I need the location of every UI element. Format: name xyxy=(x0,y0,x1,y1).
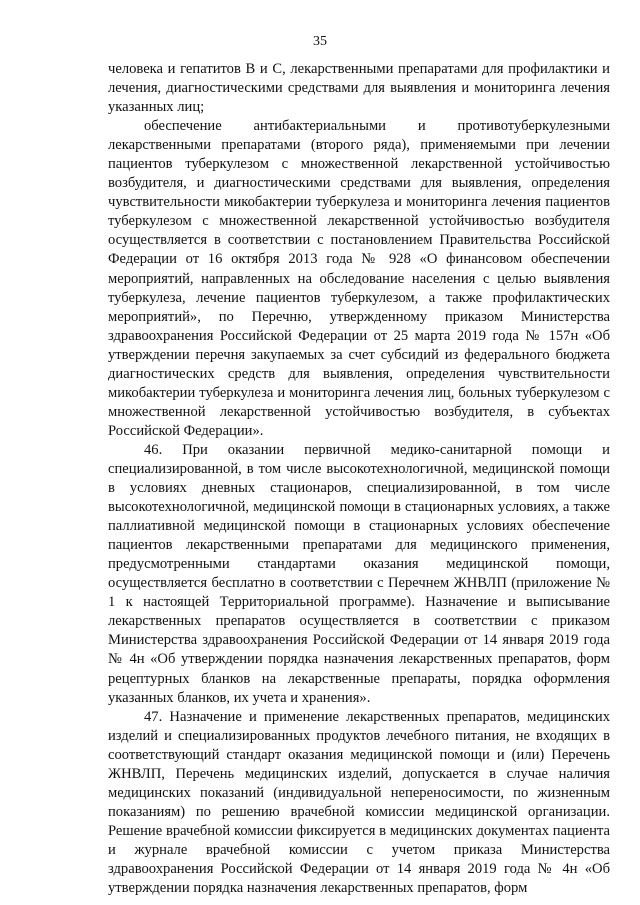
page-number: 35 xyxy=(313,34,327,49)
paragraph-47: 47. Назначение и применение лекарственных препаратов, медицинских изделий и специализированных продуктов лечебного питания, не входящих в соответствующий стандарт оказания медицинской помощи и (или) Перечень ЖНВЛП, Перечень медицинских изделий, допускается в случае наличия медицинских показаний (индивидуальной непереносимости, по жизненным показаниям) по решению врачебной комиссии медицинской организации. Решение врачебной комиссии фиксируется в медицинских документах пациента и журнале врачебной комиссии с учетом приказа Министерства здравоохранения Российской Федерации от 14 января 2019 года № 4н «Об утверждении порядка назначения лекарственных препаратов, форм xyxy=(108,708,610,897)
document-body xyxy=(108,60,610,898)
paragraph-46: 46. При оказании первичной медико-санитарной помощи и специализированной, в том числе высокотехнологичной, медицинской помощи в условиях дневных стационаров, специализированной, в том числе высокотехнологичной, медицинской помощи в стационарных условиях, а также паллиативной медицинской помощи в стационарных условиях обеспечение пациентов лекарственными препаратами для медицинского применения, предусмотренными стандартами оказания медицинской помощи, осуществляется бесплатно в соответствии с Перечнем ЖНВЛП (приложение № 1 к настоящей Территориальной программе). Назначение и выписывание лекарственных препаратов осуществляется в соответствии с приказом Министерства здравоохранения Российской Федерации от 14 января 2019 года № 4н «Об утверждении порядка назначения лекарственных препаратов, форм рецептурных бланков на лекарственные препараты, порядка оформления указанных бланков, их учета и хранения». xyxy=(108,441,610,706)
paragraph-tuberculosis-provision: обеспечение антибактериальными и противотуберкулезными лекарственными препаратами (второго ряда), применяемыми при лечении пациентов туберкулезом с множественной лекарственной устойчивостью возбудителя, и диагностическими средствами для выявления, определения чувствительности микобактерии туберкулеза и мониторинга лечения пациентов туберкулезом с множественной лекарственной устойчивостью возбудителя осуществляется в соответствии с постановлением Правительства Российской Федерации от 16 октября 2013 года № 928 «О финансовом обеспечении мероприятий, направленных на обследование населения с целью выявления туберкулеза, лечение пациентов туберкулезом, а также профилактических мероприятий», по Перечню, утвержденному приказом Министерства здравоохранения Российской Федерации от 25 марта 2019 года № 157н «Об утверждении перечня закупаемых за счет субсидий из федерального бюджета диагностических средств для выявления, определения чувствительности микобактерии туберкулеза и мониторинга лечения лиц, больных туберкулезом с множественной лекарственной устойчивостью возбудителя, в субъектах Российской Федерации». xyxy=(108,118,610,439)
paragraph-continuation: человека и гепатитов В и С, лекарственными препаратами для профилактики и лечения, диагностическими средствами для выявления и мониторинга лечения указанных лиц; xyxy=(108,61,610,116)
